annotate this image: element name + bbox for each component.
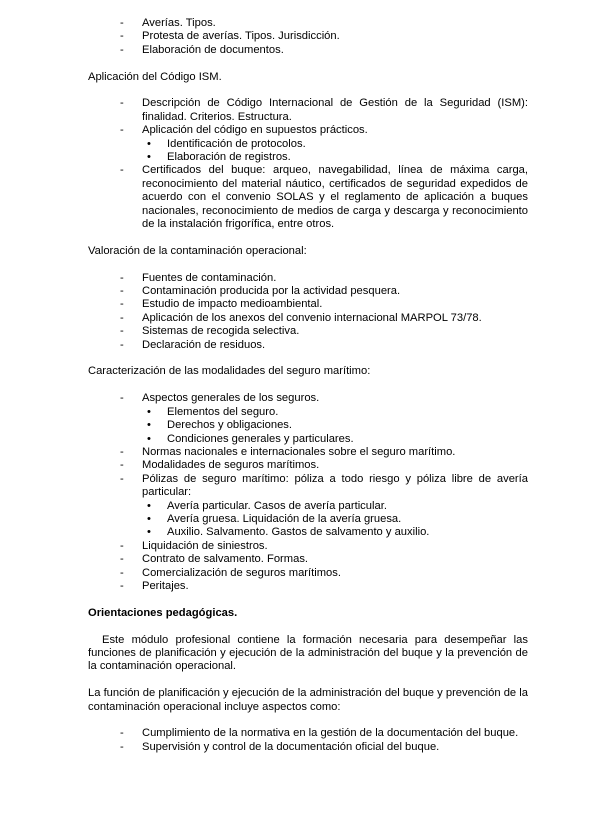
sub-list-item: • Elaboración de registros.: [88, 151, 528, 164]
paragraph: La función de planificación y ejecución de la administración del buque y prevención de la contaminación operacional incluye aspectos como:: [88, 687, 528, 713]
sub-list-item: • Avería particular. Casos de avería particular.: [88, 500, 528, 513]
list-item: - Declaración de residuos.: [88, 339, 528, 352]
list-item: - Descripción de Código Internacional de Gestión de la Seguridad (ISM): finalidad. Criterios. Estructura.: [88, 97, 528, 124]
list-item: - Averías. Tipos.: [88, 17, 528, 30]
list-item: - Pólizas de seguro marítimo: póliza a todo riesgo y póliza libre de avería particular:: [88, 473, 528, 500]
list-item: - Estudio de impacto medioambiental.: [88, 298, 528, 311]
seguro-list-rest: [88, 540, 528, 594]
seguro-list: [88, 392, 528, 405]
list-item: - Liquidación de siniestros.: [88, 540, 528, 553]
list-item: - Modalidades de seguros marítimos.: [88, 459, 528, 472]
list-item: - Aplicación de los anexos del convenio internacional MARPOL 73/78.: [88, 312, 528, 325]
sub-list-item: • Elementos del seguro.: [88, 406, 528, 419]
sub-list-item: • Auxilio. Salvamento. Gastos de salvamento y auxilio.: [88, 526, 528, 539]
averias-list: [88, 17, 528, 57]
ism-list: [88, 97, 528, 137]
list-item: - Peritajes.: [88, 580, 528, 593]
sub-list-item: • Identificación de protocolos.: [88, 138, 528, 151]
contaminacion-list: [88, 272, 528, 352]
section-heading-seguro: Caracterización de las modalidades del seguro marítimo:: [88, 365, 371, 378]
document-page: [88, 17, 528, 754]
list-item-text: Aplicación del código en supuestos prácticos.: [142, 124, 368, 137]
seguro-sub-list-1: [88, 406, 528, 446]
list-item: - Aspectos generales de los seguros.: [88, 392, 528, 405]
paragraph: Este módulo profesional contiene la formación necesaria para desempeñar las funciones de planificación y ejecución de la administración del buque y la prevención de la contaminación operacional.: [88, 633, 528, 673]
list-item: - Contaminación producida por la actividad pesquera.: [88, 285, 528, 298]
list-item: - Comercialización de seguros marítimos.: [88, 567, 528, 580]
list-item: - Protesta de averías. Tipos. Jurisdicción.: [88, 30, 528, 43]
list-item: - Supervisión y control de la documentación oficial del buque.: [88, 741, 528, 754]
list-item: - Normas nacionales e internacionales sobre el seguro marítimo.: [88, 446, 528, 459]
list-item: - Fuentes de contaminación.: [88, 272, 528, 285]
seguro-list-cont: [88, 446, 528, 500]
list-item: - Cumplimiento de la normativa en la gestión de la documentación del buque.: [88, 727, 528, 740]
orientaciones-list: [88, 727, 528, 754]
sub-list-item: • Derechos y obligaciones.: [88, 419, 528, 432]
list-item: [88, 124, 528, 137]
section-heading-orientaciones: Orientaciones pedagógicas.: [88, 606, 238, 619]
list-item: - Certificados del buque: arqueo, navegabilidad, línea de máxima carga, reconocimiento del material náutico, certificados de seguridad expedidos de acuerdo con el convenio SOLAS y el reglamento de aplicación a buques nacionales, reconocimiento de medios de carga y descarga y reconocimiento de la instalación frigorífica, entre otros.: [88, 164, 528, 231]
list-item: - Contrato de salvamento. Formas.: [88, 553, 528, 566]
ism-sub-list: [88, 138, 528, 165]
list-item: - Sistemas de recogida selectiva.: [88, 325, 528, 338]
sub-list-item: • Avería gruesa. Liquidación de la avería gruesa.: [88, 513, 528, 526]
ism-list-cont: [88, 164, 528, 231]
list-item: - Elaboración de documentos.: [88, 44, 528, 57]
section-heading-ism: Aplicación del Código ISM.: [88, 70, 222, 83]
sub-list-item: • Condiciones generales y particulares.: [88, 433, 528, 446]
section-heading-contaminacion: Valoración de la contaminación operacional:: [88, 244, 307, 257]
seguro-sub-list-2: [88, 500, 528, 540]
